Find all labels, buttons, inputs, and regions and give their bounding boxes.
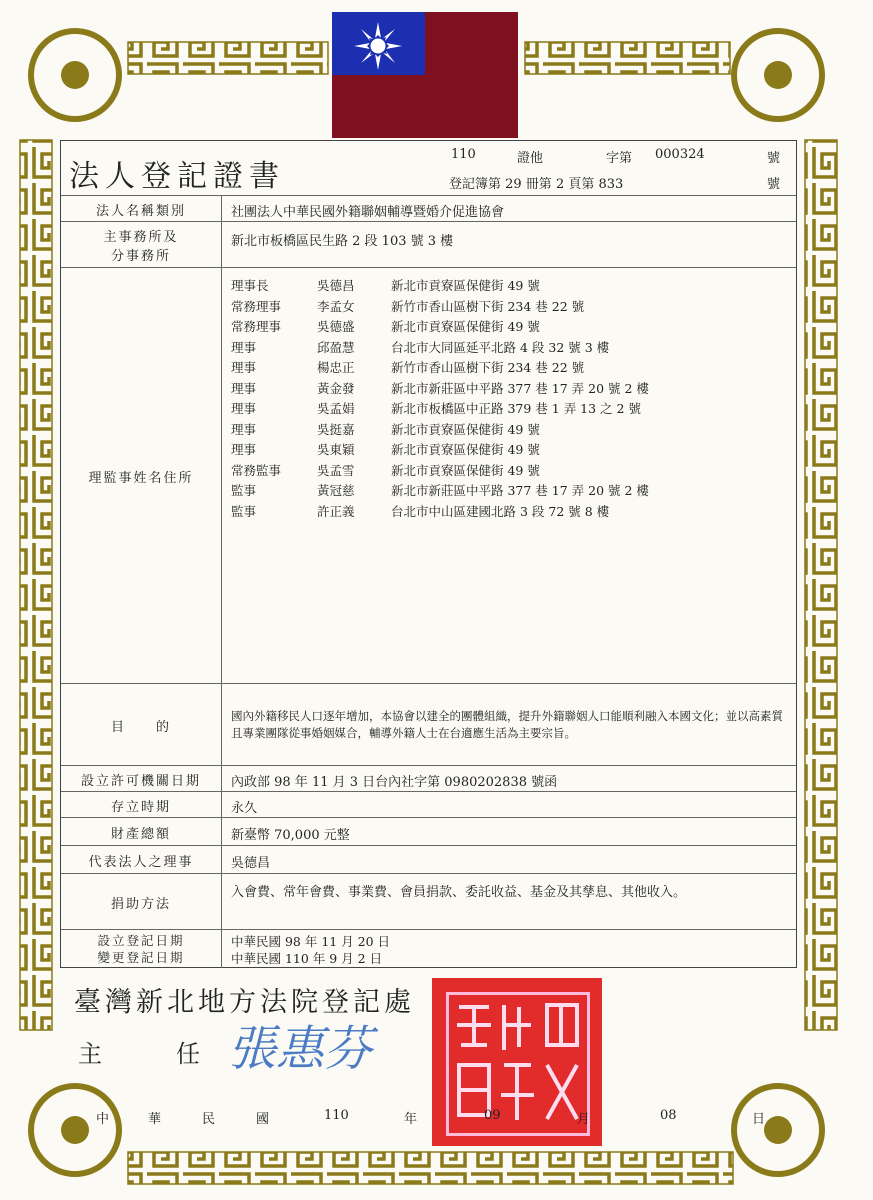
fund-value: 入會費、常年會費、事業費、會員捐款、委託收益、基金及其孳息、其他收入。 (231, 885, 687, 900)
chief-label-2: 任 (176, 1040, 200, 1068)
member-role: 常務監事 (231, 462, 282, 478)
office-label-1: 主事務所及 (103, 230, 179, 245)
sun-emblem-icon (354, 22, 402, 70)
office-value: 新北市板橋區民生路 2 段 103 號 3 樓 (231, 234, 454, 249)
member-role: 常務理事 (231, 319, 282, 334)
member-addr: 新竹市香山區樹下街 234 巷 22 號 (391, 298, 585, 314)
date-part: 月 (577, 1112, 591, 1127)
rep-value: 吳德昌 (231, 856, 271, 871)
estab-value: 中華民國 98 年 11 月 20 日 (231, 934, 391, 949)
permit-label: 設立許可機關日期 (61, 766, 222, 792)
member-role: 理事 (231, 339, 257, 355)
assets-value: 新臺幣 70,000 元整 (231, 828, 350, 843)
change-label: 變更登記日期 (97, 950, 185, 965)
date-part: 110 (324, 1108, 349, 1123)
register-hao: 號 (767, 177, 781, 192)
member-role: 理事 (231, 380, 257, 396)
chief-label-1: 主 (78, 1040, 102, 1068)
assets-label: 財產總額 (61, 818, 222, 846)
cert-zhengta: 證他 (517, 151, 544, 166)
row-board (61, 267, 796, 684)
certificate-title: 法人登記證書 (69, 159, 285, 194)
member-addr: 新北市新莊區中平路 377 巷 17 弄 20 號 2 樓 (391, 483, 649, 498)
member-addr: 新北市板橋區中正路 379 巷 1 弄 13 之 2 號 (391, 401, 641, 416)
member-role: 理事 (231, 442, 257, 457)
member-addr: 新北市貢寮區保健街 49 號 (391, 442, 540, 457)
member-role: 理事長 (231, 278, 269, 293)
member-role: 常務理事 (231, 298, 282, 314)
seal-pattern (449, 995, 587, 1133)
duration-value: 永久 (231, 801, 258, 816)
name-value: 社團法人中華民國外籍聯姻輔導暨婚介促進協會 (231, 205, 505, 220)
member-name: 邱盈慧 (317, 339, 355, 355)
change-value: 中華民國 110 年 9 月 2 日 (231, 951, 383, 966)
date-part: 中 (96, 1112, 110, 1127)
office-label (61, 222, 222, 268)
office-label-2: 分事務所 (110, 249, 171, 264)
member-name: 吳挺嘉 (317, 421, 355, 437)
member-role: 理事 (231, 401, 257, 416)
member-addr: 新竹市香山區樹下街 234 巷 22 號 (391, 360, 585, 375)
member-role: 理事 (231, 360, 257, 375)
row-duration (61, 791, 796, 818)
member-role: 監事 (231, 503, 257, 519)
member-addr: 新北市貢寮區保健街 49 號 (391, 421, 540, 437)
date-part: 08 (660, 1108, 677, 1123)
row-dates (61, 929, 796, 968)
member-name: 吳德盛 (317, 319, 355, 334)
member-addr: 新北市貢寮區保健街 49 號 (391, 462, 540, 478)
purpose-label: 目 的 (61, 684, 222, 766)
purpose-value: 國內外籍移民人口逐年增加，本協會以建全的團體組織，提升外籍聯姻人口能順利融入本國文化；並以高素質且專業團隊從事婚姻媒合，輔導外籍人士在台適應生活為主要宗旨。 (231, 709, 783, 740)
member-role: 監事 (231, 483, 257, 498)
cert-serial: 000324 (655, 147, 705, 162)
permit-value: 內政部 98 年 11 月 3 日台內社字第 0980202838 號函 (231, 775, 558, 790)
row-assets (61, 817, 796, 846)
member-name: 楊忠正 (317, 360, 355, 375)
row-name (61, 195, 796, 222)
member-name: 吳孟雪 (317, 462, 355, 478)
court-name: 臺灣新北地方法院登記處 (74, 987, 415, 1018)
member-addr: 新北市新莊區中平路 377 巷 17 弄 20 號 2 樓 (391, 380, 649, 396)
row-permit (61, 765, 796, 792)
cert-year: 110 (451, 147, 476, 162)
date-part: 年 (404, 1112, 418, 1127)
date-part: 華 (148, 1112, 162, 1127)
cert-hao: 號 (767, 151, 781, 166)
date-part: 09 (484, 1108, 501, 1123)
member-name: 吳東穎 (317, 442, 355, 457)
estab-label: 設立登記日期 (97, 933, 185, 948)
member-name: 許正義 (317, 503, 355, 519)
certificate-table (60, 140, 797, 968)
signature: 張惠芬 (228, 1021, 373, 1077)
member-name: 黃冠慈 (317, 483, 355, 498)
row-funding (61, 873, 796, 930)
member-name: 李孟女 (317, 298, 355, 314)
member-name: 黃金發 (317, 380, 355, 396)
date-part: 國 (256, 1112, 270, 1127)
date-part: 民 (202, 1112, 216, 1127)
member-name: 吳孟娟 (317, 401, 355, 416)
dates-value (231, 933, 390, 967)
row-purpose (61, 683, 796, 766)
member-name: 吳德昌 (317, 278, 355, 293)
member-addr: 台北市中山區建國北路 3 段 72 號 8 樓 (391, 503, 610, 519)
cert-zidi: 字第 (606, 151, 633, 166)
dates-label (61, 930, 222, 968)
register-book: 登記簿第 29 冊第 2 頁第 833 (449, 177, 624, 192)
name-label: 法人名稱類別 (61, 196, 222, 222)
row-representative (61, 845, 796, 874)
member-role: 理事 (231, 421, 257, 437)
date-part: 日 (752, 1112, 766, 1127)
board-label: 理監事姓名住所 (61, 268, 222, 684)
duration-label: 存立時期 (61, 792, 222, 818)
rep-label: 代表法人之理事 (61, 846, 222, 874)
member-addr: 台北市大同區延平北路 4 段 32 號 3 樓 (391, 339, 610, 355)
row-office (61, 221, 796, 268)
member-addr: 新北市貢寮區保健街 49 號 (391, 278, 540, 293)
national-flag (332, 12, 518, 138)
fund-label: 捐助方法 (61, 874, 222, 930)
member-addr: 新北市貢寮區保健街 49 號 (391, 319, 540, 334)
